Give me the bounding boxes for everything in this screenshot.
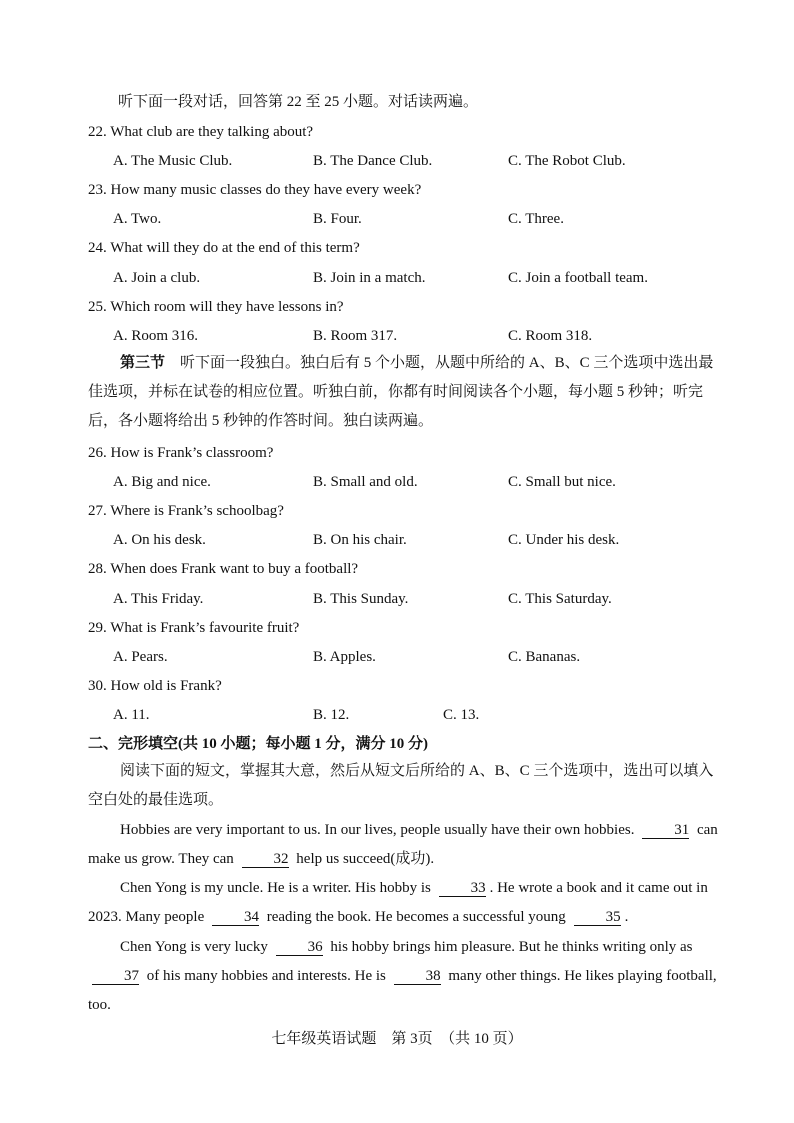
passage-text: . <box>624 909 629 925</box>
option-27-b: B. On his chair. <box>313 532 407 548</box>
option-26-a: A. Big and nice. <box>113 474 211 490</box>
blank-36: 36 <box>276 939 323 956</box>
option-27-a: A. On his desk. <box>113 532 206 548</box>
passage-text: his hobby brings him pleasure. But he thinks writing only as <box>330 939 693 955</box>
option-29-a: A. Pears. <box>113 649 168 665</box>
option-24-c: C. Join a football team. <box>508 270 648 286</box>
passage-paragraph-3 <box>88 933 718 1020</box>
passage-text: can make us grow. They can <box>88 822 718 867</box>
option-25-a: A. Room 316. <box>113 328 199 344</box>
blank-35: 35 <box>574 909 621 926</box>
blank-37: 37 <box>92 968 139 985</box>
option-22-a: A. The Music Club. <box>113 153 233 169</box>
passage-text: . He wrote a book and it came out in 2023. Many people <box>88 880 708 925</box>
part2-heading: 二、完形填空(共 10 小题；每小题 1 分，满分 10 分) <box>88 736 428 752</box>
option-30-c: C. 13. <box>443 707 480 723</box>
passage-text: Chen Yong is my uncle. He is a writer. His hobby is <box>120 880 431 896</box>
question-29: 29. What is Frank’s favourite fruit? <box>88 620 300 636</box>
option-22-b: B. The Dance Club. <box>313 153 433 169</box>
option-23-a: A. Two. <box>113 211 162 227</box>
passage-paragraph-1 <box>88 816 718 874</box>
option-28-a: A. This Friday. <box>113 591 204 607</box>
blank-38: 38 <box>394 968 441 985</box>
question-24: 24. What will they do at the end of this term? <box>88 240 360 256</box>
passage-text: help us succeed(成功). <box>296 851 435 867</box>
question-28: 28. When does Frank want to buy a football? <box>88 561 359 577</box>
option-26-b: B. Small and old. <box>313 474 418 490</box>
option-29-c: C. Bananas. <box>508 649 581 665</box>
option-30-b: B. 12. <box>313 707 350 723</box>
option-28-c: C. This Saturday. <box>508 591 612 607</box>
passage-text: reading the book. He becomes a successful young <box>266 909 566 925</box>
blank-34: 34 <box>212 909 259 926</box>
question-23: 23. How many music classes do they have every week? <box>88 182 422 198</box>
blank-33: 33 <box>439 880 486 897</box>
question-26: 26. How is Frank’s classroom? <box>88 445 274 461</box>
section3-text: 听下面一段独白。独白后有 5 个小题，从题中所给的 A、B、C 三个选项中选出最佳选项，并标在试卷的相应位置。听独白前，你都有时间阅读各个小题，每小题 5 秒钟；听完后，各小题将给出 5 秒钟的作答时间。独白读两遍。 <box>88 355 714 429</box>
question-22: 22. What club are they talking about? <box>88 124 314 140</box>
option-28-b: B. This Sunday. <box>313 591 409 607</box>
passage-text: of his many hobbies and interests. He is <box>146 968 386 984</box>
blank-32: 32 <box>242 851 289 868</box>
blank-31: 31 <box>642 822 689 839</box>
option-26-c: C. Small but nice. <box>508 474 616 490</box>
option-24-a: A. Join a club. <box>113 270 201 286</box>
option-29-b: B. Apples. <box>313 649 376 665</box>
section-intro: 听下面一段对话，回答第 22 至 25 小题。对话读两遍。 <box>118 94 479 110</box>
question-30: 30. How old is Frank? <box>88 678 222 694</box>
option-25-b: B. Room 317. <box>313 328 398 344</box>
passage-text: Chen Yong is very lucky <box>120 939 268 955</box>
option-25-c: C. Room 318. <box>508 328 593 344</box>
section3-instructions <box>88 349 718 436</box>
option-24-b: B. Join in a match. <box>313 270 426 286</box>
option-27-c: C. Under his desk. <box>508 532 620 548</box>
passage-text: Hobbies are very important to us. In our lives, people usually have their own hobbies. <box>120 822 635 838</box>
passage-paragraph-2 <box>88 874 718 932</box>
option-22-c: C. The Robot Club. <box>508 153 626 169</box>
question-27: 27. Where is Frank’s schoolbag? <box>88 503 284 519</box>
option-23-c: C. Three. <box>508 211 564 227</box>
section3-label: 第三节 <box>120 355 166 371</box>
passage-text: many other things. He likes playing football, too. <box>88 968 717 1013</box>
option-30-a: A. 11. <box>113 707 150 723</box>
option-23-b: B. Four. <box>313 211 362 227</box>
page-footer: 七年级英语试题 第 3页 （共 10 页） <box>271 1031 523 1047</box>
question-25: 25. Which room will they have lessons in? <box>88 299 344 315</box>
part2-instructions: 阅读下面的短文，掌握其大意，然后从短文后所给的 A、B、C 三个选项中，选出可以填入空白处的最佳选项。 <box>88 763 714 808</box>
